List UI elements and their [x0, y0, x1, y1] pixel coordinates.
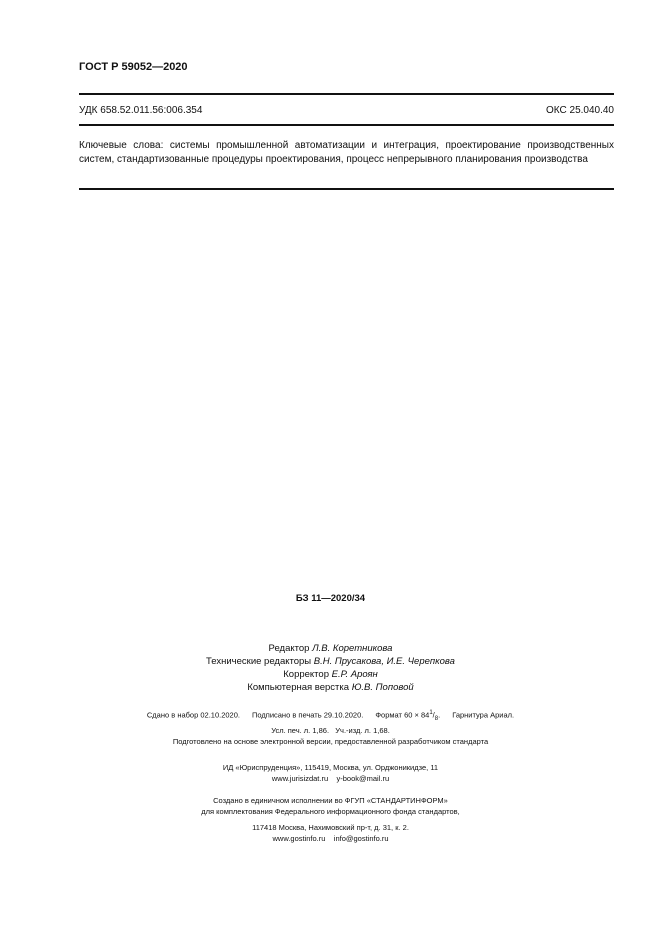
publisher-site-link[interactable]: www.jurisizdat.ru — [271, 774, 329, 783]
print-info-line2: Усл. печ. л. 1,86. Уч.-изд. л. 1,68. — [271, 726, 390, 735]
udk-code: УДК 658.52.011.56:006.354 — [79, 105, 203, 116]
keywords-paragraph: Ключевые слова: системы промышленной автоматизации и интеграция, проектирование производственных систем, стандартизованные процедуры проектирования, процесс непрерывного планирования производства — [79, 140, 614, 165]
print-info — [0, 708, 661, 736]
header-rule-middle — [79, 124, 614, 126]
publisher-info — [0, 762, 661, 784]
creator-line1: Создано в единичном исполнении во ФГУП «СТАНДАРТИНФОРМ» — [213, 796, 448, 805]
prepared-note: Подготовлено на основе электронной версии, предоставленной разработчиком стандарта — [172, 737, 489, 746]
publisher-email-link[interactable]: y-book@mail.ru — [336, 774, 390, 783]
bz-number: БЗ 11—2020/34 — [295, 593, 366, 604]
corrector-line: Корректор Е.Р. Ароян — [283, 669, 378, 680]
header-rule-top — [79, 93, 614, 95]
creator-site-link[interactable]: www.gostinfo.ru — [272, 834, 326, 843]
credits-block — [0, 642, 661, 694]
tech-editors-line: Технические редакторы В.Н. Прусакова, И.Е. Черепкова — [206, 656, 455, 667]
creator-line2: для комплектования Федерального информационного фонда стандартов, — [201, 807, 460, 816]
creator-info — [0, 795, 661, 844]
layout-line: Компьютерная верстка Ю.В. Поповой — [247, 682, 414, 693]
creator-line4 — [0, 833, 661, 844]
editor-line: Редактор Л.В. Коретникова — [268, 643, 393, 654]
publisher-line2 — [0, 773, 661, 784]
standard-id: ГОСТ Р 59052—2020 — [79, 61, 188, 73]
header-rule-bottom — [79, 188, 614, 190]
print-info-line1: Сдано в набор 02.10.2020. Подписано в печать 29.10.2020. Формат $60 \times 84^1/_8$. Гарнитура Ариал. — [146, 710, 515, 722]
creator-line3: 117418 Москва, Нахимовский пр-т, д. 31, к. 2. — [252, 823, 409, 832]
creator-email-link[interactable]: info@gostinfo.ru — [333, 834, 389, 843]
oks-code: ОКС 25.040.40 — [546, 105, 614, 116]
publisher-line1: ИД «Юриспруденция», 115419, Москва, ул. Орджоникидзе, 11 — [222, 763, 439, 772]
